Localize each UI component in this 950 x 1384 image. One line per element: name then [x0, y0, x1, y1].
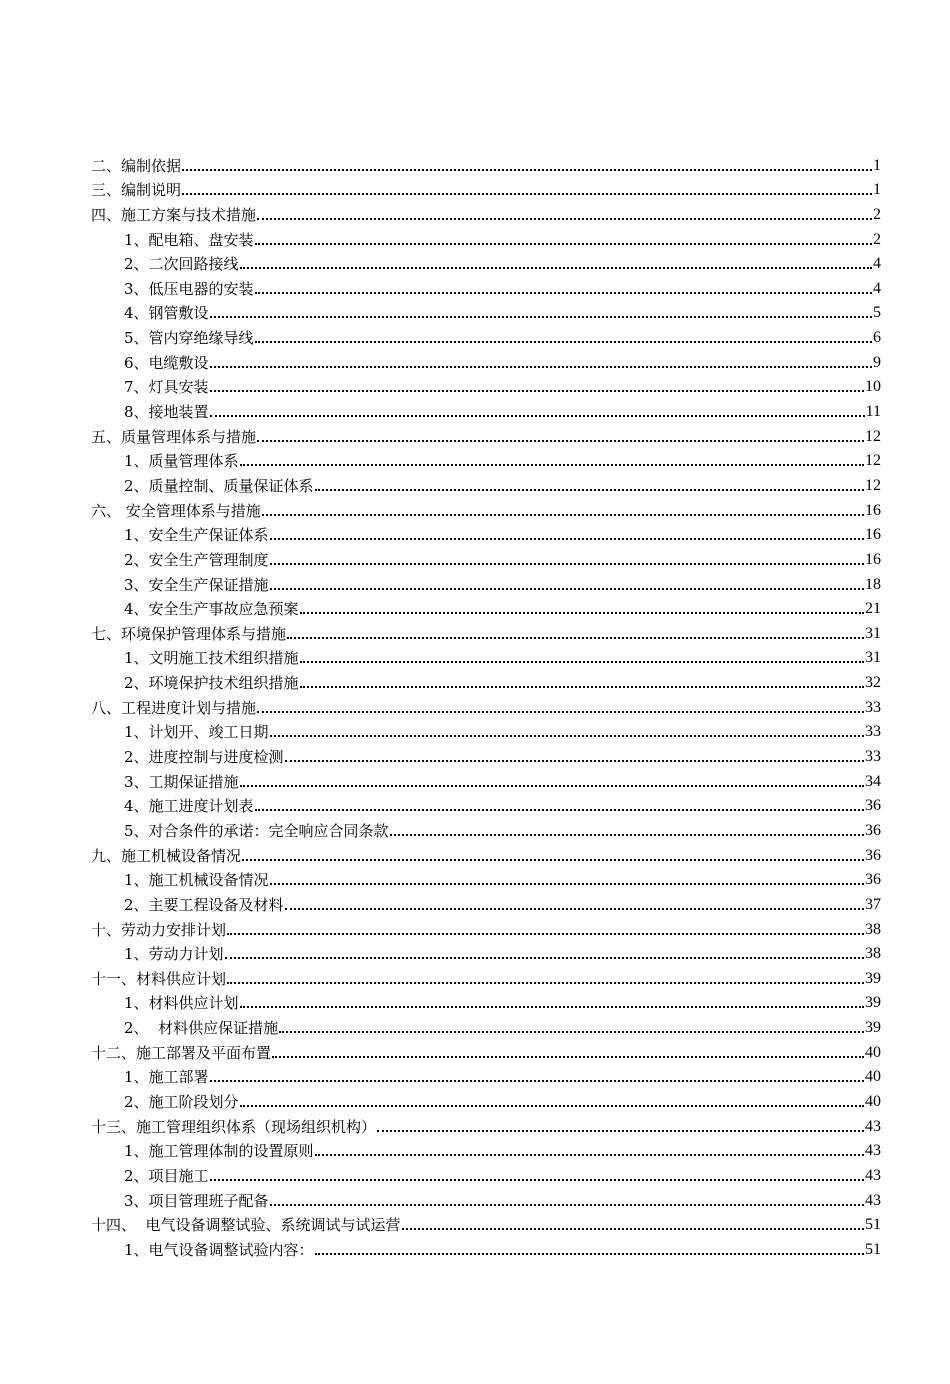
toc-dot-leader	[210, 316, 872, 318]
toc-entry[interactable]	[91, 962, 881, 987]
toc-entry-page-number: 12	[865, 452, 881, 470]
toc-entry-page-number: 4	[873, 279, 881, 297]
toc-entry[interactable]	[91, 1159, 881, 1184]
toc-entry-page-number: 36	[865, 797, 881, 815]
toc-entry-title: 5、对合条件的承诺：完全响应合同条款	[124, 821, 389, 840]
toc-entry[interactable]	[91, 223, 881, 248]
toc-entry-title: 八、工程进度计划与措施	[91, 698, 257, 717]
toc-dot-leader	[300, 686, 864, 688]
toc-entry[interactable]	[91, 839, 881, 864]
toc-entry-page-number: 2	[873, 205, 881, 223]
toc-entry-page-number: 43	[865, 1166, 881, 1184]
toc-entry-page-number: 4	[873, 255, 881, 273]
toc-dot-leader	[240, 464, 864, 466]
toc-dot-leader	[315, 1253, 864, 1255]
toc-dot-leader	[255, 243, 872, 245]
toc-dot-leader	[240, 267, 872, 269]
toc-entry-page-number: 16	[865, 501, 881, 519]
toc-entry-title: 2、施工阶段划分	[124, 1092, 239, 1111]
toc-entry[interactable]	[91, 519, 881, 544]
toc-entry[interactable]	[91, 198, 881, 223]
toc-entry-title: 4、安全生产事故应急预案	[124, 600, 299, 619]
toc-entry-title: 4、钢管敷设	[124, 304, 209, 323]
toc-entry-page-number: 16	[865, 526, 881, 544]
toc-entry[interactable]	[91, 568, 881, 593]
toc-entry-page-number: 51	[865, 1216, 881, 1234]
toc-entry[interactable]	[91, 494, 881, 519]
toc-entry-page-number: 31	[865, 624, 881, 642]
toc-entry-title: 十、劳动力安排计划	[91, 920, 227, 939]
toc-entry-page-number: 38	[865, 920, 881, 938]
toc-entry[interactable]	[91, 297, 881, 322]
toc-dot-leader	[227, 933, 864, 935]
toc-entry[interactable]	[91, 248, 881, 273]
toc-entry[interactable]	[91, 666, 881, 691]
toc-entry-page-number: 1	[873, 181, 881, 199]
toc-entry-page-number: 36	[865, 821, 881, 839]
toc-entry-title: 4、施工进度计划表	[124, 797, 254, 816]
toc-dot-leader	[210, 415, 865, 417]
toc-entry-title: 1、配电箱、盘安装	[124, 230, 254, 249]
toc-dot-leader	[255, 809, 864, 811]
toc-entry-page-number: 40	[865, 1092, 881, 1110]
toc-entry[interactable]	[91, 740, 881, 765]
toc-dot-leader	[227, 982, 864, 984]
toc-dot-leader	[402, 1228, 864, 1230]
toc-entry-title: 2、安全生产管理制度	[124, 550, 269, 569]
toc-entry[interactable]	[91, 617, 881, 642]
toc-dot-leader	[240, 785, 864, 787]
toc-dot-leader	[210, 1179, 864, 1181]
toc-entry-page-number: 9	[873, 353, 881, 371]
toc-entry-title: 1、材料供应计划	[124, 994, 239, 1013]
toc-dot-leader	[285, 760, 864, 762]
toc-dot-leader	[270, 563, 864, 565]
toc-dot-leader	[270, 1204, 864, 1206]
toc-entry[interactable]	[91, 593, 881, 618]
toc-dot-leader	[210, 390, 864, 392]
toc-entry-page-number: 39	[865, 1019, 881, 1037]
toc-entry-page-number: 43	[865, 1142, 881, 1160]
toc-dot-leader	[315, 489, 864, 491]
toc-entry-title: 九、施工机械设备情况	[91, 846, 242, 865]
toc-entry-title: 1、安全生产保证体系	[124, 526, 269, 545]
toc-entry[interactable]	[91, 1036, 881, 1061]
toc-dot-leader	[270, 883, 864, 885]
toc-entry-title: 2、 材料供应保证措施	[124, 1019, 279, 1038]
toc-entry[interactable]	[91, 765, 881, 790]
toc-entry-title: 1、劳动力计划	[124, 945, 224, 964]
toc-dot-leader	[270, 538, 864, 540]
toc-dot-leader	[255, 292, 872, 294]
toc-entry-page-number: 43	[865, 1117, 881, 1135]
toc-entry-page-number: 40	[865, 1043, 881, 1061]
toc-entry-title: 1、施工管理体制的设置原则	[124, 1142, 314, 1161]
toc-entry-page-number: 31	[865, 649, 881, 667]
toc-entry[interactable]	[91, 1110, 881, 1135]
toc-entry-title: 3、安全生产保证措施	[124, 575, 269, 594]
toc-entry[interactable]	[91, 1184, 881, 1209]
toc-dot-leader	[257, 218, 872, 220]
toc-entry-page-number: 16	[865, 550, 881, 568]
toc-dot-leader	[270, 588, 864, 590]
toc-dot-leader	[210, 1080, 864, 1082]
toc-entry-page-number: 34	[865, 772, 881, 790]
table-of-contents	[91, 149, 881, 1258]
toc-entry[interactable]	[91, 864, 881, 889]
toc-entry-page-number: 36	[865, 871, 881, 889]
toc-entry-title: 5、管内穿绝缘导线	[124, 329, 254, 348]
toc-entry[interactable]	[91, 913, 881, 938]
toc-entry-title: 1、电气设备调整试验内容：	[124, 1240, 314, 1259]
toc-entry[interactable]	[91, 346, 881, 371]
toc-entry[interactable]	[91, 691, 881, 716]
toc-entry[interactable]	[91, 1011, 881, 1036]
toc-entry[interactable]	[91, 642, 881, 667]
toc-entry-page-number: 5	[873, 304, 881, 322]
toc-entry[interactable]	[91, 174, 881, 199]
toc-entry[interactable]	[91, 814, 881, 839]
toc-entry-title: 1、文明施工技术组织措施	[124, 649, 299, 668]
toc-entry[interactable]	[91, 149, 881, 174]
toc-dot-leader	[255, 341, 872, 343]
toc-entry-title: 3、低压电器的安装	[124, 279, 254, 298]
toc-entry-title: 五、质量管理体系与措施	[91, 427, 257, 446]
toc-entry-page-number: 33	[865, 698, 881, 716]
toc-entry-title: 2、二次回路接线	[124, 255, 239, 274]
toc-entry-page-number: 33	[865, 748, 881, 766]
toc-entry-title: 十三、施工管理组织体系（现场组织机构）	[91, 1117, 377, 1136]
toc-entry-page-number: 6	[873, 329, 881, 347]
toc-entry-title: 8、接地装置	[124, 403, 209, 422]
toc-entry-title: 2、主要工程设备及材料	[124, 895, 284, 914]
toc-entry-title: 7、灯具安装	[124, 378, 209, 397]
toc-dot-leader	[240, 1006, 864, 1008]
toc-entry-page-number: 10	[865, 378, 881, 396]
toc-entry-title: 1、施工机械设备情况	[124, 871, 269, 890]
toc-entry[interactable]	[91, 272, 881, 297]
toc-entry-title: 3、工期保证措施	[124, 772, 239, 791]
toc-entry[interactable]	[91, 1085, 881, 1110]
toc-entry-page-number: 12	[865, 427, 881, 445]
toc-entry-page-number: 40	[865, 1068, 881, 1086]
toc-dot-leader	[182, 169, 872, 171]
toc-entry[interactable]	[91, 445, 881, 470]
toc-entry-page-number: 18	[865, 575, 881, 593]
toc-entry[interactable]	[91, 371, 881, 396]
toc-dot-leader	[240, 1105, 864, 1107]
toc-entry-title: 6、电缆敷设	[124, 353, 209, 372]
toc-entry[interactable]	[91, 420, 881, 445]
toc-entry-title: 2、环境保护技术组织措施	[124, 674, 299, 693]
toc-entry-title: 十四、 电气设备调整试验、系统调试与试运营	[91, 1216, 401, 1235]
toc-entry[interactable]	[91, 987, 881, 1012]
toc-dot-leader	[262, 514, 864, 516]
toc-entry-page-number: 2	[873, 230, 881, 248]
toc-dot-leader	[300, 661, 864, 663]
toc-dot-leader	[285, 908, 864, 910]
toc-entry-title: 2、质量控制、质量保证体系	[124, 476, 314, 495]
toc-entry-page-number: 12	[865, 476, 881, 494]
toc-entry-page-number: 1	[873, 156, 881, 174]
toc-dot-leader	[182, 193, 872, 195]
toc-entry[interactable]	[91, 1061, 881, 1086]
toc-dot-leader	[257, 440, 864, 442]
toc-entry[interactable]	[91, 395, 881, 420]
toc-dot-leader	[225, 957, 864, 959]
toc-entry[interactable]	[91, 1209, 881, 1234]
toc-entry-page-number: 11	[865, 403, 881, 421]
toc-entry[interactable]	[91, 1233, 881, 1258]
toc-entry-page-number: 51	[865, 1240, 881, 1258]
toc-entry-page-number: 21	[865, 600, 881, 618]
toc-entry-title: 3、项目管理班子配备	[124, 1191, 269, 1210]
toc-entry[interactable]	[91, 543, 881, 568]
toc-entry-title: 二、编制依据	[91, 156, 182, 175]
toc-entry-title: 十二、施工部署及平面布置	[91, 1043, 272, 1062]
toc-entry-page-number: 38	[865, 945, 881, 963]
toc-entry-page-number: 39	[865, 969, 881, 987]
toc-entry-title: 七、环境保护管理体系与措施	[91, 624, 287, 643]
toc-entry-page-number: 43	[865, 1191, 881, 1209]
toc-entry-title: 十一、材料供应计划	[91, 969, 227, 988]
toc-entry-page-number: 32	[865, 674, 881, 692]
toc-dot-leader	[377, 1130, 864, 1132]
toc-dot-leader	[279, 1031, 864, 1033]
toc-dot-leader	[272, 1056, 864, 1058]
toc-dot-leader	[300, 612, 864, 614]
toc-entry-title: 四、施工方案与技术措施	[91, 205, 257, 224]
toc-entry-page-number: 33	[865, 723, 881, 741]
toc-dot-leader	[315, 1154, 864, 1156]
toc-dot-leader	[210, 366, 872, 368]
toc-entry-title: 1、质量管理体系	[124, 452, 239, 471]
toc-entry-title: 六、 安全管理体系与措施	[91, 501, 261, 520]
toc-entry-title: 三、编制说明	[91, 181, 182, 200]
toc-entry[interactable]	[91, 938, 881, 963]
toc-entry[interactable]	[91, 716, 881, 741]
toc-entry-page-number: 39	[865, 994, 881, 1012]
toc-dot-leader	[257, 711, 864, 713]
toc-dot-leader	[242, 859, 864, 861]
toc-entry-page-number: 36	[865, 846, 881, 864]
toc-entry-title: 2、项目施工	[124, 1166, 209, 1185]
toc-entry-page-number: 37	[865, 895, 881, 913]
toc-dot-leader	[270, 735, 864, 737]
toc-entry-title: 1、计划开、竣工日期	[124, 723, 269, 742]
toc-dot-leader	[287, 637, 864, 639]
toc-entry-title: 1、施工部署	[124, 1068, 209, 1087]
toc-dot-leader	[390, 834, 864, 836]
toc-entry[interactable]	[91, 469, 881, 494]
toc-entry[interactable]	[91, 1135, 881, 1160]
toc-entry[interactable]	[91, 888, 881, 913]
toc-entry-title: 2、进度控制与进度检测	[124, 748, 284, 767]
toc-entry[interactable]	[91, 321, 881, 346]
toc-entry[interactable]	[91, 790, 881, 815]
